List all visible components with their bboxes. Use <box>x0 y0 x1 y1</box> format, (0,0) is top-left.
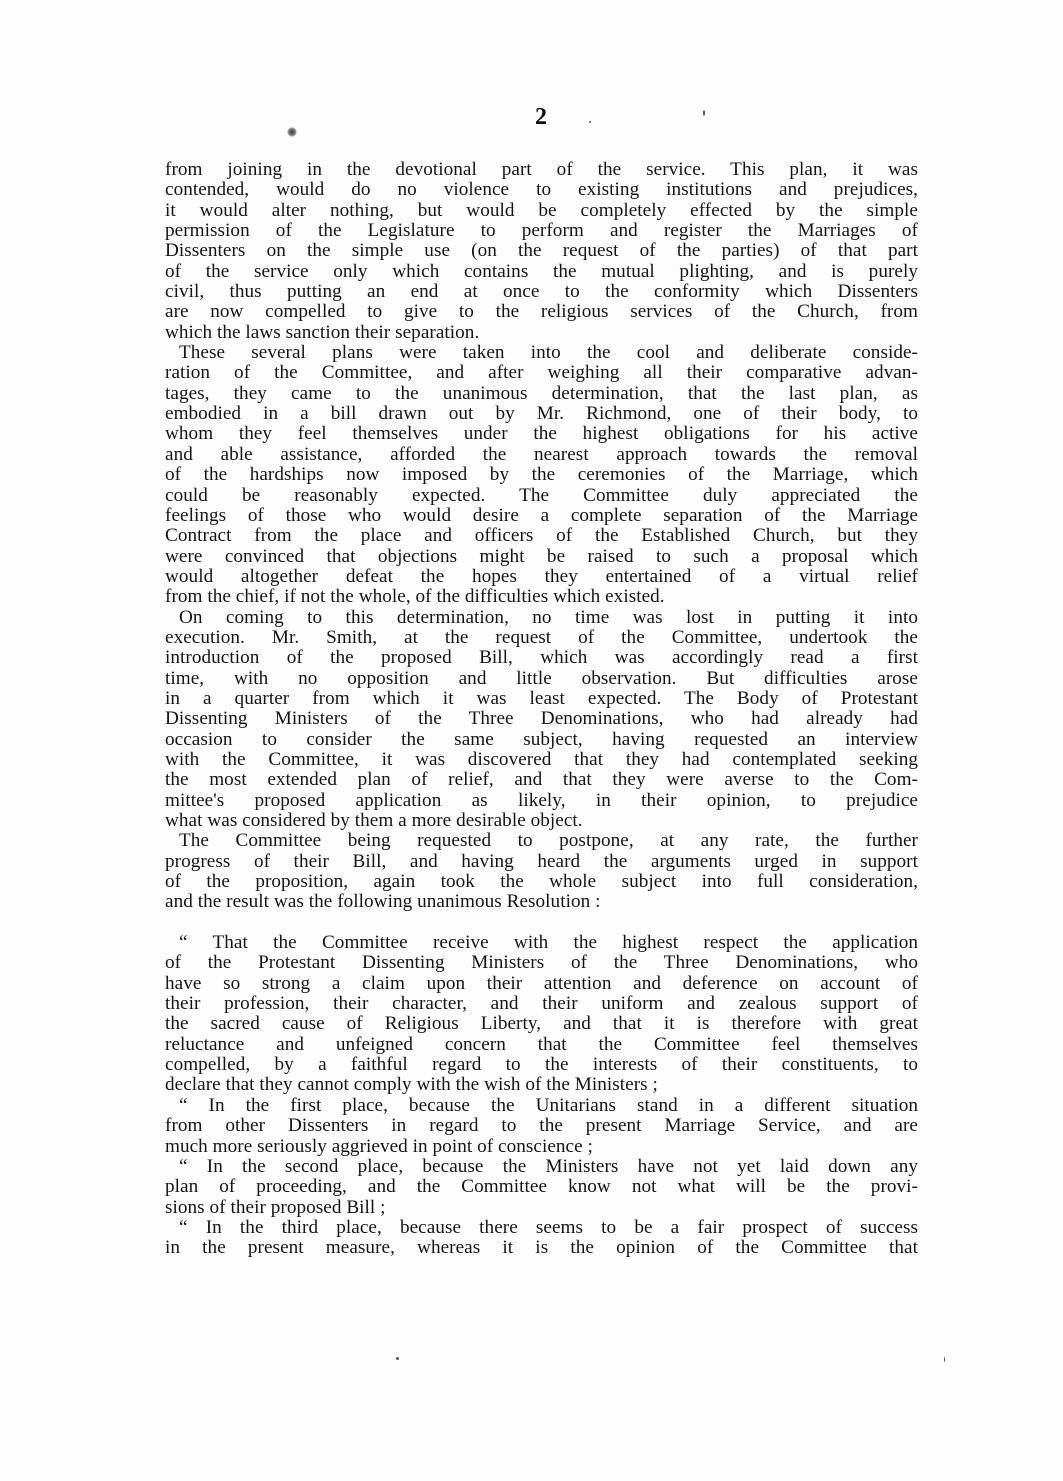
text-line: “ In the second place, because the Ministers have not yet laid down any <box>179 1155 918 1177</box>
paragraph <box>165 831 918 912</box>
blank-line <box>165 913 918 933</box>
text-line: occasion to consider the same subject, having requested an interview <box>165 728 918 750</box>
text-line: much more seriously aggrieved in point of conscience ; <box>165 1135 593 1157</box>
text-line: of the hardships now imposed by the ceremonies of the Marriage, which <box>165 464 918 486</box>
text-line: tages, they came to the unanimous determination, that the last plan, as <box>165 382 918 404</box>
text-line: in a quarter from which it was least expected. The Body of Protestant <box>165 687 918 709</box>
text-line: embodied in a bill drawn out by Mr. Richmond, one of their body, to <box>165 403 918 425</box>
paragraph <box>165 608 918 832</box>
text-line: with the Committee, it was discovered that they had contemplated seeking <box>165 748 918 770</box>
text-line: feelings of those who would desire a complete separation of the Marriage <box>165 504 918 526</box>
text-line: it would alter nothing, but would be completely effected by the simple <box>165 199 918 221</box>
text-line: sions of their proposed Bill ; <box>165 1196 386 1218</box>
text-line: execution. Mr. Smith, at the request of the Committee, undertook the <box>165 626 918 648</box>
text-line: introduction of the proposed Bill, which was accordingly read a first <box>165 647 918 669</box>
text-line: “ In the first place, because the Unitarians stand in a different situation <box>179 1094 918 1116</box>
text-line: and the result was the following unanimous Resolution : <box>165 891 601 913</box>
text-line: “ In the third place, because there seems to be a fair prospect of success <box>179 1216 918 1238</box>
text-line: time, with no opposition and little observation. But difficulties arose <box>165 667 918 689</box>
text-line: the most extended plan of relief, and that they were averse to the Com- <box>165 769 918 791</box>
text-line: These several plans were taken into the cool and deliberate conside- <box>179 342 918 364</box>
text-line: declare that they cannot comply with the wish of the Ministers ; <box>165 1074 658 1096</box>
text-line: which the laws sanction their separation. <box>165 321 480 343</box>
text-line: have so strong a claim upon their attention and deference on account of <box>165 972 918 994</box>
text-line: compelled, by a faithful regard to the interests of their constituents, to <box>165 1054 918 1076</box>
paragraph <box>165 1157 918 1218</box>
paragraph <box>165 343 918 607</box>
text-line: from other Dissenters in regard to the present Marriage Service, and are <box>165 1115 918 1137</box>
paragraph <box>165 160 918 343</box>
ink-speck <box>944 1357 945 1362</box>
text-line: reluctance and unfeigned concern that the Committee feel themselves <box>165 1033 918 1055</box>
text-line: what was considered by them a more desirable object. <box>165 810 583 831</box>
text-line: of the service only which contains the mutual plighting, and is purely <box>165 260 918 282</box>
text-line: The Committee being requested to postpone, at any rate, the further <box>179 830 918 852</box>
text-line: Contract from the place and officers of the Established Church, but they <box>165 525 918 547</box>
text-line: would altogether defeat the hopes they entertained of a virtual relief <box>165 565 918 587</box>
text-line: are now compelled to give to the religious services of the Church, from <box>165 301 918 323</box>
text-line: from joining in the devotional part of the service. This plan, it was <box>165 159 918 180</box>
ink-speck <box>703 110 705 116</box>
text-line: in the present measure, whereas it is the opinion of the Committee that <box>165 1237 918 1259</box>
text-line: permission of the Legislature to perform and register the Marriages of <box>165 220 918 242</box>
text-line: civil, thus putting an end at once to the conformity which Dissenters <box>165 281 918 303</box>
text-line: progress of their Bill, and having heard the arguments urged in support <box>165 850 918 872</box>
text-line: On coming to this determination, no time was lost in putting it into <box>179 606 918 628</box>
text-line: whom they feel themselves under the highest obligations for his active <box>165 423 918 445</box>
text-line: from the chief, if not the whole, of the difficulties which existed. <box>165 586 665 608</box>
body-text <box>165 160 918 1259</box>
text-line: “ That the Committee receive with the highest respect the application <box>179 932 918 954</box>
paragraph <box>165 1096 918 1157</box>
text-line: Dissenting Ministers of the Three Denominations, who had already had <box>165 708 918 730</box>
ink-speck <box>396 1357 399 1360</box>
text-line: were convinced that objections might be raised to such a proposal which <box>165 545 918 567</box>
text-line: plan of proceeding, and the Committee know not what will be the provi- <box>165 1176 918 1198</box>
text-line: ration of the Committee, and after weighing all their comparative advan- <box>165 362 918 384</box>
text-line: contended, would do no violence to existing institutions and prejudices, <box>165 179 918 201</box>
text-line: the sacred cause of Religious Liberty, and that it is therefore with great <box>165 1013 918 1035</box>
text-line: and able assistance, afforded the nearest approach towards the removal <box>165 443 918 465</box>
ink-blot <box>287 127 297 137</box>
text-line: could be reasonably expected. The Committee duly appreciated the <box>165 484 918 506</box>
paragraph <box>165 1218 918 1259</box>
text-line: of the Protestant Dissenting Ministers of the Three Denominations, who <box>165 952 918 974</box>
page-number: 2 <box>535 104 547 130</box>
text-line: their profession, their character, and their uniform and zealous support of <box>165 993 918 1015</box>
paragraph <box>165 933 918 1096</box>
text-line: of the proposition, again took the whole subject into full consideration, <box>165 871 918 893</box>
ink-speck <box>589 121 591 123</box>
text-line: Dissenters on the simple use (on the request of the parties) of that part <box>165 240 918 262</box>
blank-line <box>165 913 918 933</box>
text-line: mittee's proposed application as likely, in their opinion, to prejudice <box>165 789 918 811</box>
